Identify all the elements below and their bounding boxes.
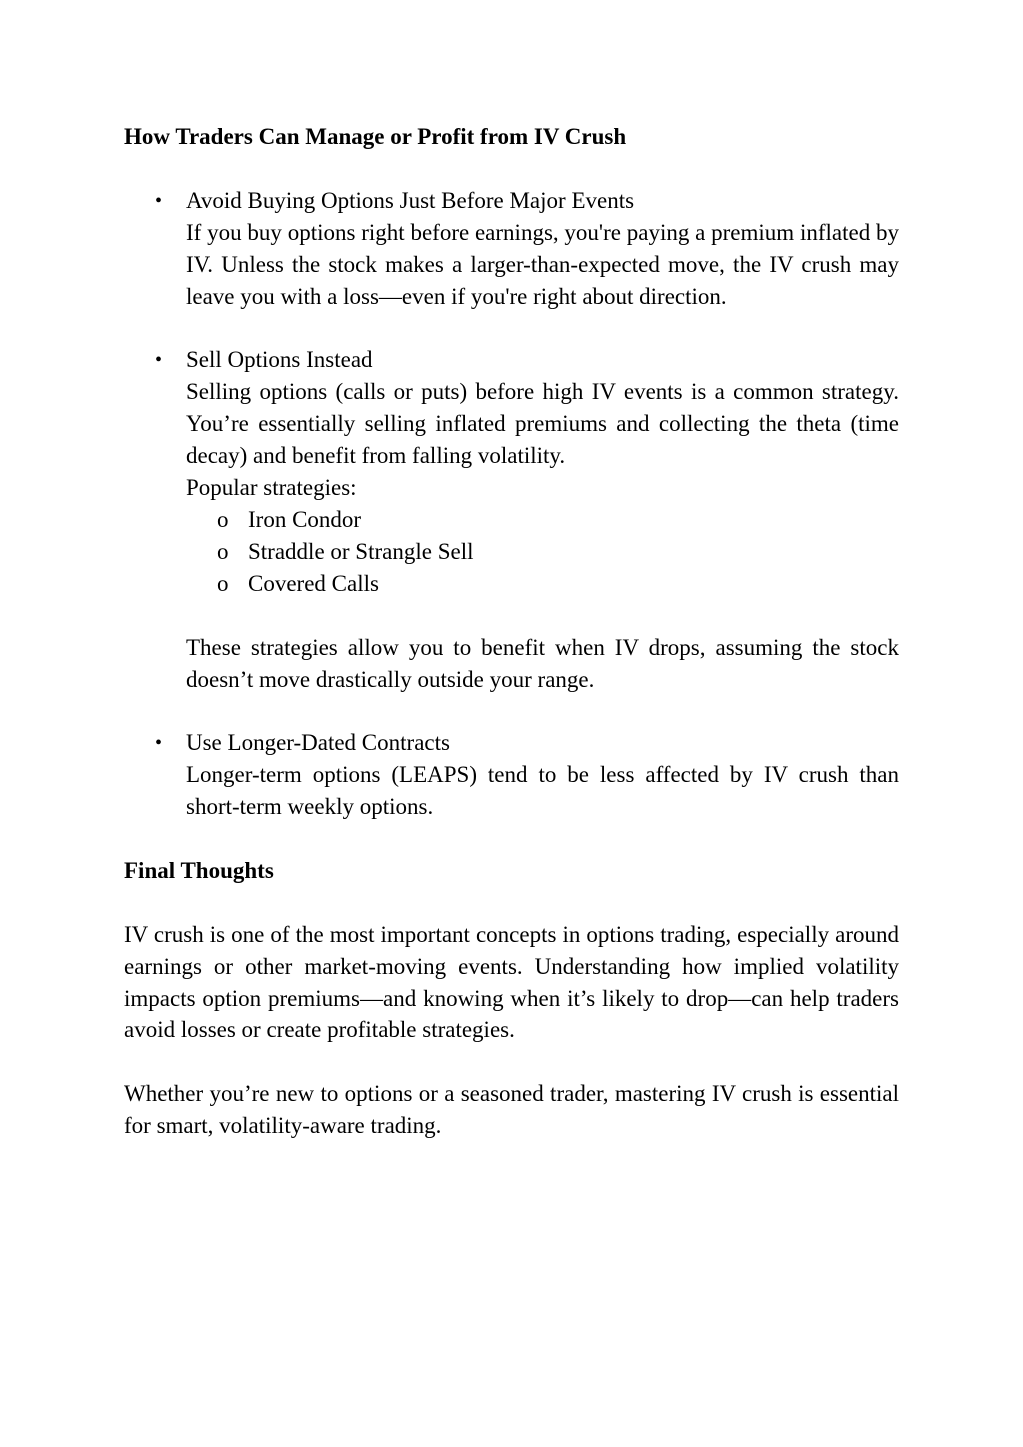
spacer [124,153,899,185]
circle-bullet-icon: o [217,506,229,532]
strategy-label: Iron Condor [248,506,362,532]
list-item-covered-calls [186,568,899,600]
spacer [124,312,899,344]
bullet-heading: Use Longer-Dated Contracts [186,730,450,756]
strategy-label: Straddle or Strangle Sell [248,538,474,564]
spacer [124,823,899,855]
document-page [124,121,899,1142]
bullet-heading: Sell Options Instead [186,347,373,373]
circle-bullet-icon: o [217,570,229,596]
bullet-dot-icon: • [155,732,163,755]
bullet-item-avoid-buying [124,185,899,312]
bullet-body: Longer-term options (LEAPS) tend to be less affected by IV crush than short-term weekly options. [186,762,899,820]
popular-strategies-label: Popular strategies: [186,474,357,500]
section-heading-iv-crush-management: How Traders Can Manage or Profit from IV Crush [124,124,627,149]
paragraph-closing: Whether you’re new to options or a seasoned trader, mastering IV crush is essential for smart, volatility-aware trading. [124,1081,899,1138]
bullet-item-sell-options [124,344,899,695]
circle-bullet-icon: o [217,538,229,564]
spacer [124,887,899,919]
strategies-followup: These strategies allow you to benefit when IV drops, assuming the stock doesn’t move drastically outside your range. [186,634,899,692]
strategy-label: Covered Calls [248,570,379,596]
bullet-dot-icon: • [155,349,163,372]
bullet-body: Selling options (calls or puts) before high IV events is a common strategy. You’re essentially selling inflated premiums and collecting the theta (time decay) and benefit from falling volatility. [186,379,899,468]
bullet-body: If you buy options right before earnings, you're paying a premium inflated by IV. Unless the stock makes a larger-than-expected move, the IV crush may leave you with a loss—even if you're right about direction. [186,220,899,309]
spacer [124,1046,899,1078]
spacer [124,695,899,727]
list-item-iron-condor [186,504,899,536]
bullet-item-longer-dated [124,727,899,823]
paragraph-iv-crush-summary: IV crush is one of the most important concepts in options trading, especially around earnings or other market-moving events. Understanding how implied volatility impacts option premiums—and knowing when it’s likely to drop—can help traders avoid losses or create profitable strategies. [124,921,899,1043]
section-heading-final-thoughts: Final Thoughts [124,857,274,883]
list-item-straddle-strangle [186,536,899,568]
bullet-heading: Avoid Buying Options Just Before Major Events [186,188,635,213]
strategy-list [186,504,899,600]
spacer [186,600,899,632]
bullet-dot-icon: • [155,190,163,212]
